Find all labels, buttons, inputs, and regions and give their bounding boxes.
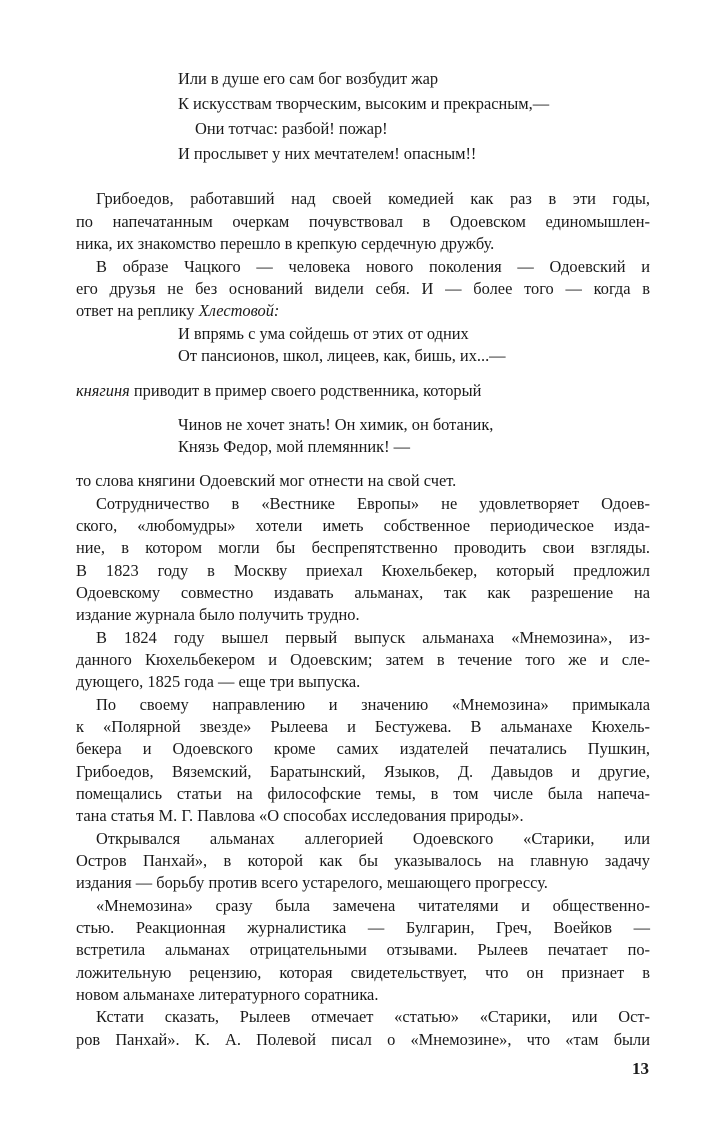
para6-line-1: По своему направлению и значению «Мнемозина» примыкала [96,695,650,714]
para4-line-6: издание журнала было получить трудно. [76,605,360,624]
princess-line [76,380,650,401]
para4-line-3: ние, в котором могли бы беспрепятственно проводить свои взгляды. [76,538,650,557]
para6-line-2: к «Полярной звезде» Рылеева и Бестужева. В альманахе Кюхель- [76,717,650,736]
page-number: 13 [632,1059,649,1078]
poem1-line-4: И прослывет у них мечтателем! опасным!! [178,144,477,163]
character-name-princess: княгиня [76,381,130,400]
para8-line-4: ложительную рецензию, которая свидетельствует, что он признает в [76,963,650,982]
para3-line-1: то слова княгини Одоевский мог отнести на свой счет. [76,471,457,490]
poem3-line-2: Князь Федор, мой племянник! — [178,437,411,456]
para7-line-3: издания — борьбу против всего устарелого, мешающего прогрессу. [76,873,548,892]
para6-line-5: помещались статьи на философские темы, в том числе была напеча- [76,784,650,803]
para7-line-2: Остров Панхай», в которой как бы указывалось на главную задачу [76,851,650,870]
para2-line-2: его друзья не без оснований видели себя. И — более того — когда в [76,279,650,298]
princess-text: приводит в пример своего родственника, который [129,381,482,400]
para8-line-5: новом альманахе литературного соратника. [76,985,379,1004]
para1-line-3: ника, их знакомство перешло в крепкую сердечную дружбу. [76,234,495,253]
poem1-line-2: К искусствам творческим, высоким и прекрасным,— [178,94,550,113]
para2-text: ответ на реплику [76,301,199,320]
character-name-khlestova: Хлестовой: [198,301,280,320]
para1-line-2: по напечатанным очеркам почувствовал в Одоевском единомышлен- [76,212,650,231]
para4-line-1: Сотрудничество в «Вестнике Европы» не удовлетворяет Одоев- [96,494,650,513]
para8-line-1: «Мнемозина» сразу была замечена читателями и общественно- [96,896,650,915]
para2-line-1: В образе Чацкого — человека нового поколения — Одоевский и [96,257,650,276]
para5-line-1: В 1824 году вышел первый выпуск альманаха «Мнемозина», из- [96,628,650,647]
para9-line-1: Кстати сказать, Рылеев отмечает «статью» «Старики, или Ост- [96,1007,650,1026]
para6-line-4: Грибоедов, Вяземский, Баратынский, Языков, Д. Давыдов и другие, [76,762,650,781]
poem1-line-1: Или в душе его сам бог возбудит жар [178,69,439,88]
poem3-line-1: Чинов не хочет знать! Он химик, он ботаник, [178,415,494,434]
para6-line-3: бекера и Одоевского кроме самих издателей печатались Пушкин, [76,739,650,758]
para1-line-1: Грибоедов, работавший над своей комедией как раз в эти годы, [96,189,650,208]
para6-line-6: тана статья М. Г. Павлова «О способах исследования природы». [76,806,524,825]
poem2-line-1: И впрямь с ума сойдешь от этих от одних [178,324,469,343]
para7-line-1: Открывался альманах аллегорией Одоевского «Старики, или [96,829,650,848]
para4-line-2: ского, «любомудры» хотели иметь собственное периодическое изда- [76,516,650,535]
poem2-line-2: От пансионов, школ, лицеев, как, бишь, их...— [178,346,506,365]
para5-line-2: данного Кюхельбекером и Одоевским; затем в течение того же и сле- [76,650,650,669]
para5-line-3: дующего, 1825 года — еще три выпуска. [76,672,361,691]
poem1-line-3: Они тотчас: разбой! пожар! [195,119,388,138]
para4-line-4: В 1823 году в Москву приехал Кюхельбекер, который предложил [76,561,650,580]
para2-line-3 [76,300,650,321]
para4-line-5: Одоевскому совместно издавать альманах, так как разрешение на [76,583,650,602]
para8-line-2: стью. Реакционная журналистика — Булгарин, Греч, Воейков — [76,918,650,937]
para9-line-2: ров Панхай». К. А. Полевой писал о «Мнемозине», что «там были [76,1030,650,1049]
para8-line-3: встретила альманах отрицательными отзывами. Рылеев печатает по- [76,940,650,959]
